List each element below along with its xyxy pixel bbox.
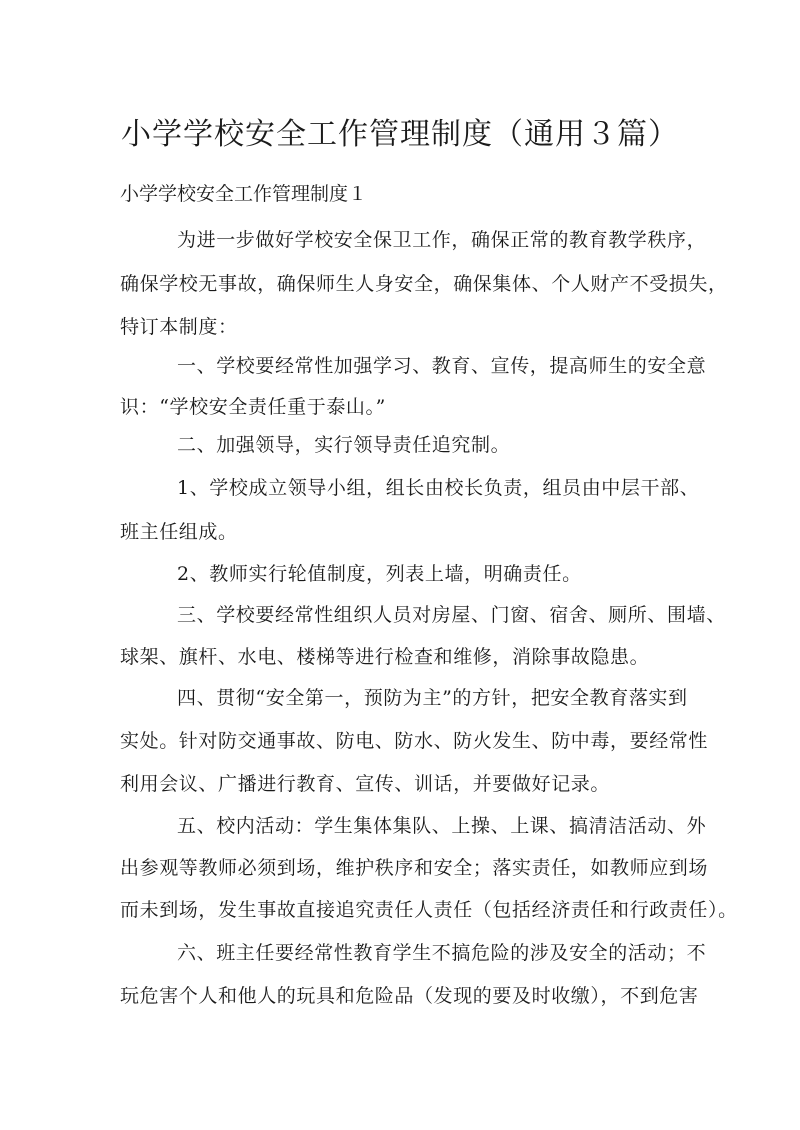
section-heading: 小学学校安全工作管理制度１	[120, 183, 368, 205]
paragraph-line: 球架、旗杆、水电、楼梯等进行检查和维修，消除事故隐患。	[120, 646, 650, 668]
paragraph-line: 四、贯彻“安全第一，预防为主”的方针，把安全教育落实到	[177, 687, 688, 709]
paragraph-line: 三、学校要经常性组织人员对房屋、门窗、宿舍、厕所、围墙、	[177, 604, 726, 626]
document-title: 小学学校安全工作管理制度（通用３篇）	[121, 117, 679, 152]
paragraph-line: 五、校内活动：学生集体集队、上操、上课、搞清洁活动、外	[177, 815, 707, 837]
paragraph-line: 利用会议、广播进行教育、宣传、训话，并要做好记录。	[120, 773, 611, 795]
paragraph-line: 六、班主任要经常性教育学生不搞危险的涉及安全的活动；不	[177, 942, 707, 964]
paragraph-line: 而未到场，发生事故直接追究责任人责任（包括经济责任和行政责任）。	[120, 899, 738, 921]
paragraph-line: 实处。针对防交通事故、防电、防水、防火发生、防中毒，要经常性	[120, 730, 709, 752]
paragraph-line: 二、加强领导，实行领导责任追究制。	[177, 434, 511, 456]
paragraph-line: 为进一步做好学校安全保卫工作，确保正常的教育教学秩序，	[177, 229, 707, 251]
paragraph-line: 确保学校无事故，确保师生人身安全，确保集体、个人财产不受损失，	[120, 273, 728, 295]
paragraph-line: 1、学校成立领导小组，组长由校长负责，组员由中层干部、	[177, 477, 700, 499]
paragraph-line: 玩危害个人和他人的玩具和危险品（发现的要及时收缴），不到危害	[120, 985, 699, 1007]
paragraph-line: 一、学校要经常性加强学习、教育、宣传，提高师生的安全意	[177, 355, 707, 377]
paragraph-line: 特订本制度：	[120, 316, 238, 338]
paragraph-line: 班主任组成。	[120, 521, 238, 543]
paragraph-line: 2、教师实行轮值制度，列表上墙，明确责任。	[177, 563, 582, 585]
paragraph-line: 出参观等教师必须到场，维护秩序和安全；落实责任，如教师应到场	[120, 857, 709, 879]
paragraph-line: 识：“学校安全责任重于泰山。”	[120, 396, 386, 418]
